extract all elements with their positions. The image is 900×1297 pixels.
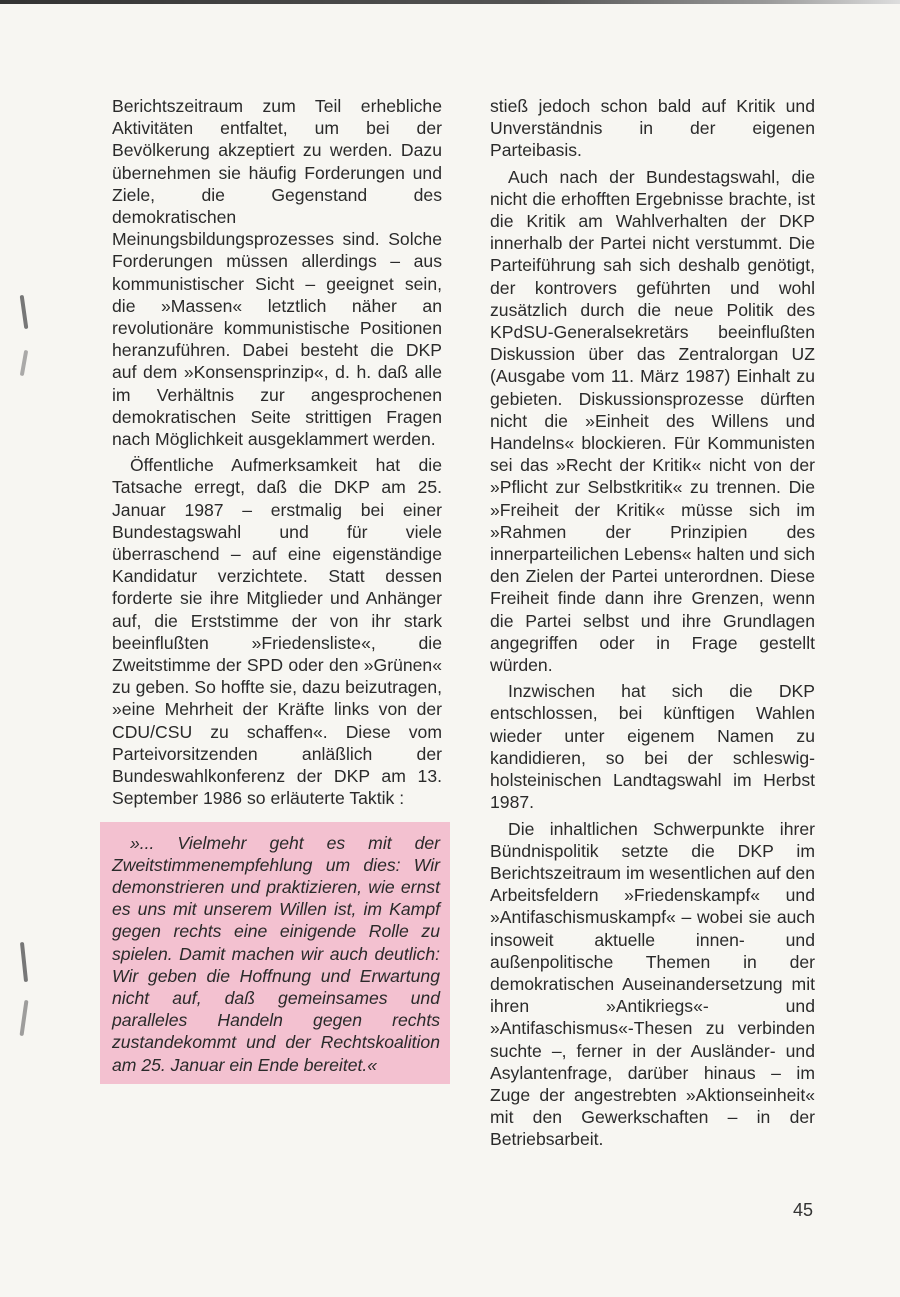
right-column bbox=[490, 95, 815, 1151]
left-column bbox=[112, 95, 442, 1084]
paragraph: Inzwischen hat sich die DKP entschlossen, bei künftigen Wahlen wieder unter eigenem Namen zu kandidieren, so bei der schleswig-holsteinischen Landtagswahl im Herbst 1987. bbox=[490, 681, 815, 813]
binding-mark bbox=[20, 295, 29, 329]
page-number: 45 bbox=[793, 1200, 814, 1220]
binding-mark bbox=[20, 1000, 29, 1036]
top-rule bbox=[0, 0, 900, 4]
paragraph: Auch nach der Bundestagswahl, die nicht die erhofften Ergebnisse brachte, ist die Kritik am Wahlverhalten der DKP innerhalb der Partei nicht verstummt. Die Parteiführung sah sich deshalb genötigt, der kontrovers geführten und wohl zusätzlich durch die neue Politik des KPdSU-Generalsekretärs beeinflußten Diskussion über das Zentralorgan UZ (Ausgabe vom 11. März 1987) Einhalt zu gebieten. Diskussionsprozesse dürften nicht die »Einheit des Willens und Handelns« blockieren. Für Kommunisten sei das »Recht der Kritik« nicht von der »Pflicht zur Selbstkritik« zu trennen. Die »Freiheit der Kritik« müsse sich im »Rahmen der Prinzipien des innerparteilichen Lebens« halten und sich den Zielen der Partei unterordnen. Diese Freiheit finde dann ihre Grenzen, wenn die Partei selbst und ihre Grundlagen angegriffen oder in Frage gestellt würden. bbox=[490, 166, 815, 676]
paragraph: Berichtszeitraum zum Teil erhebliche Aktivitäten entfaltet, um bei der Bevölkerung akzeptiert zu werden. Dazu übernehmen sie häufig Forderungen und Ziele, die Gegenstand des demokratischen Meinungsbildungsprozesses sind. Solche Forderungen müssen allerdings – aus kommunistischer Sicht – geeignet sein, die »Massen« letztlich näher an revolutionäre kommunistische Positionen heranzuführen. Dabei besteht die DKP auf dem »Konsensprinzip«, d. h. daß alle im Verhältnis zur angesprochenen demokratischen Seite strittigen Fragen nach Möglichkeit ausgeklammert werden. bbox=[112, 96, 442, 450]
binding-mark bbox=[20, 942, 28, 982]
binding-mark bbox=[20, 350, 28, 376]
paragraph: Öffentliche Aufmerksamkeit hat die Tatsache erregt, daß die DKP am 25. Januar 1987 – erstmalig bei einer Bundestagswahl und für viele überraschend – auf eine eigenständige Kandidatur verzichtete. Statt dessen forderte sie ihre Mitglieder und Anhänger auf, die Erststimme der von ihr stark beeinflußten »Friedensliste«, die Zweitstimme der SPD oder den »Grünen« zu geben. So hoffte sie, dazu beizutragen, »eine Mehrheit der Kräfte links von der CDU/CSU zu schaffen«. Diese vom Parteivorsitzenden anläßlich der Bundeswahlkonferenz der DKP am 13. September 1986 so erläuterte Taktik : bbox=[112, 455, 442, 809]
highlighted-quote bbox=[100, 822, 450, 1084]
paragraph: Die inhaltlichen Schwerpunkte ihrer Bündnispolitik setzte die DKP im Berichtszeitraum im wesentlichen auf den Arbeitsfeldern »Friedenskampf« und »Antifaschismuskampf« – wobei sie auch insoweit aktuelle innen- und außenpolitische Themen in der demokratischen Auseinandersetzung mit ihren »Antikriegs«- und »Antifaschismus«-Thesen zu verbinden suchte –, ferner in der Ausländer- und Asylantenfrage, darüber hinaus – im Zuge der angestrebten »Aktionseinheit« mit den Gewerkschaften – in der Betriebsarbeit. bbox=[490, 818, 815, 1150]
paragraph: stieß jedoch schon bald auf Kritik und Unverständnis in der eigenen Parteibasis. bbox=[490, 96, 815, 161]
quote-text: »... Vielmehr geht es mit der Zweitstimmenempfehlung um dies: Wir demonstrieren und praktizieren, wie ernst es uns mit unserem Willen ist, im Kampf gegen rechts eine einigende Rolle zu spielen. Damit machen wir auch deutlich: Wir geben die Hoffnung und Erwartung nicht auf, daß gemeinsames und paralleles Handeln gegen rechts zustandekommt und der Rechtskoalition am 25. Januar ein Ende bereitet.« bbox=[112, 832, 440, 1075]
